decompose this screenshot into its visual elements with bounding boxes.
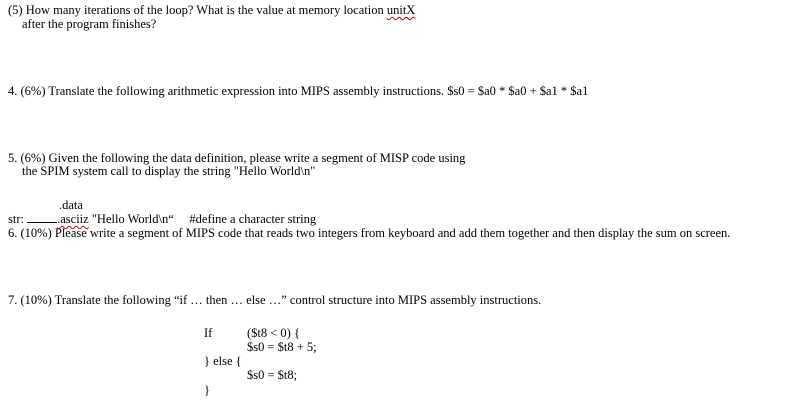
q4-question: 4. (6%) Translate the following arithmetic expression into MIPS assembly instructions. $s0 = $a0 * $a0 + $a1 * $a1 <box>8 84 589 98</box>
str-label: str: <box>8 212 24 226</box>
unitx-word: unitX <box>386 3 416 17</box>
str-definition-line <box>8 212 316 226</box>
code-else-body: $s0 = $t8; <box>247 368 298 382</box>
asciiz-word: .asciiz <box>57 212 89 226</box>
code-condition: ($t8 < 0) { <box>247 326 300 340</box>
q5-question-line1: (5) How many iterations of the loop? What is the value at memory location unitX <box>8 3 416 17</box>
asciiz-string: "Hello World\n“ #define a character string <box>88 212 317 226</box>
code-close-brace: } <box>204 383 210 397</box>
q6-question: 6. (10%) Please write a segment of MIPS code that reads two integers from keyboard and add them together and then display the sum on screen. <box>8 226 731 240</box>
code-then-body: $s0 = $t8 + 5; <box>247 340 317 354</box>
code-else: } else { <box>204 354 242 368</box>
data-directive: .data <box>59 198 83 212</box>
q5-question-line2: after the program finishes? <box>22 17 157 31</box>
code-if-keyword: If <box>204 326 213 340</box>
q5b-question-line2: the SPIM system call to display the string "Hello World\n" <box>22 164 316 178</box>
blank-underline <box>27 212 57 223</box>
q7-question: 7. (10%) Translate the following “if … then … else …” control structure into MIPS assembly instructions. <box>8 293 542 307</box>
q5b-question-line1: 5. (6%) Given the following the data definition, please write a segment of MISP code using <box>8 151 466 165</box>
